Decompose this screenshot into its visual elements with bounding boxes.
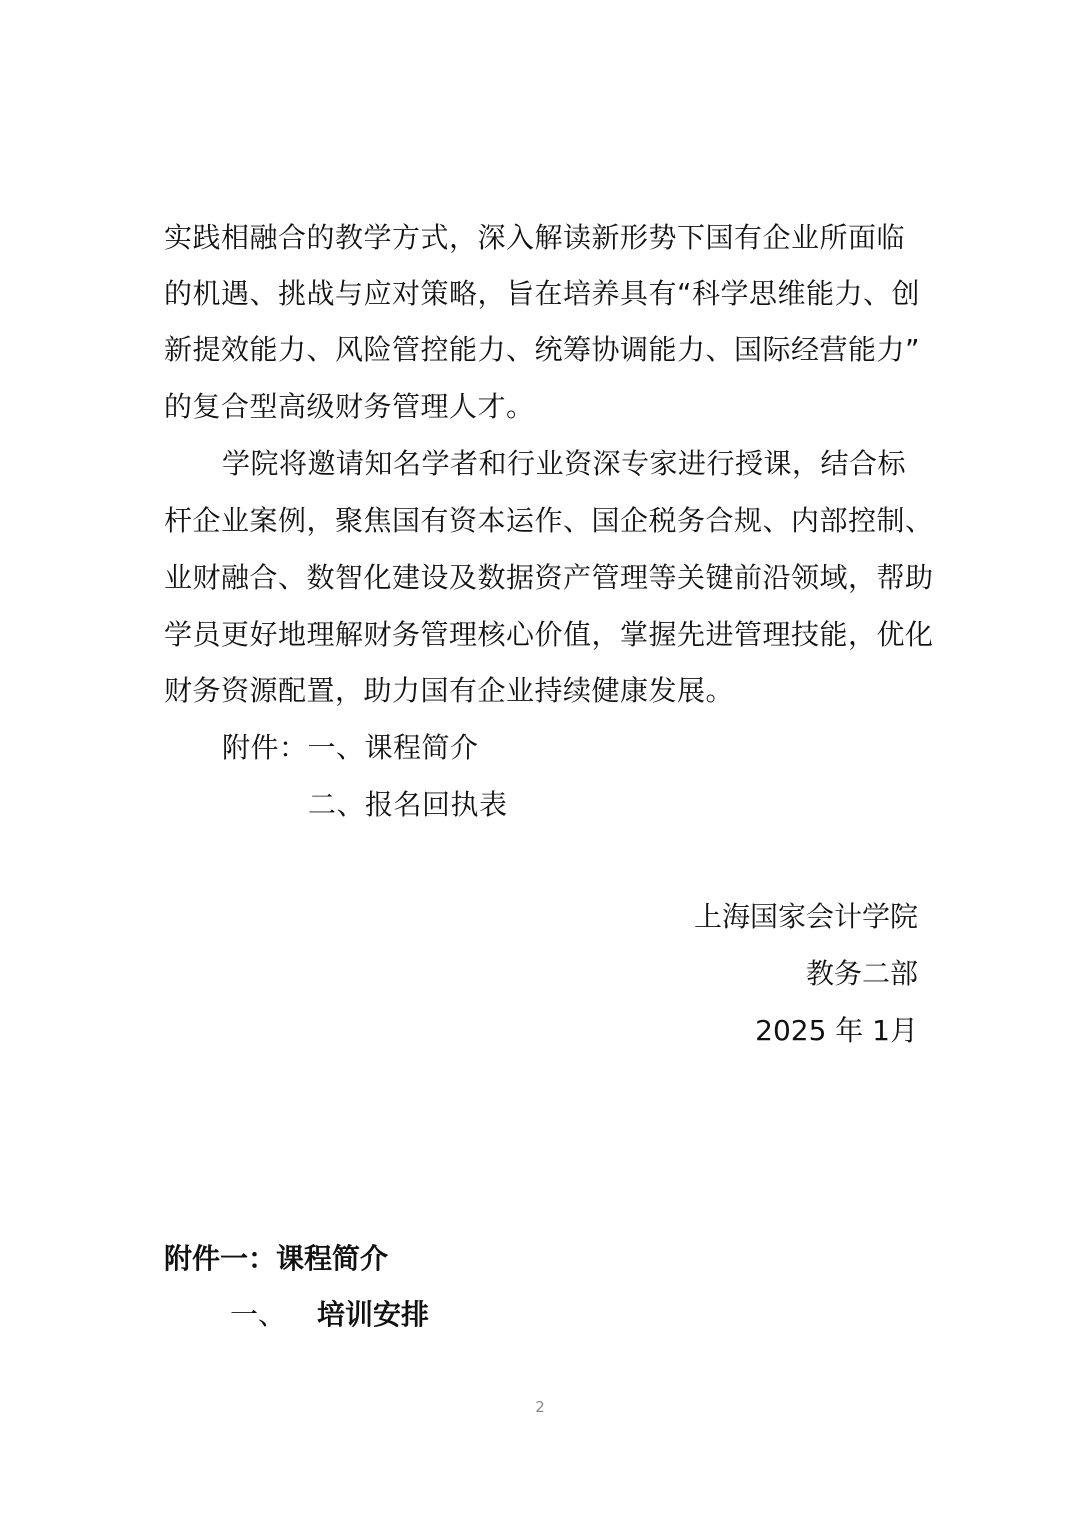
section-title: 培训安排 [317,1298,430,1331]
text-line: 实践相融合的教学方式，深入解读新形势下国有企业所面临 [164,221,906,254]
text-line: 学院将邀请知名学者和行业资深专家进行授课，结合标 [222,447,907,480]
appendix-title: 附件一：课程简介 [164,1242,389,1275]
signature-dept: 教务二部 [805,957,918,990]
section-number: 一、 [230,1298,287,1331]
attachment-item-2: 二、报名回执表 [308,788,508,821]
attachment-label: 附件： [222,731,308,764]
text-line: 财务资源配置，助力国有企业持续健康发展。 [164,674,735,707]
text-line: 的机遇、挑战与应对策略，旨在培养具有“科学思维能力、创 [164,277,921,310]
text-line: 杆企业案例，聚焦国有资本运作、国企税务合规、内部控制、 [164,504,934,537]
signature-org: 上海国家会计学院 [693,900,918,933]
text-line: 的复合型高级财务管理人才。 [164,390,535,423]
signature-date: 2025 年 1月 [755,1014,918,1047]
text-line: 新提效能力、风险管控能力、统筹协调能力、国际经营能力” [164,333,921,366]
text-line: 学员更好地理解财务管理核心价值，掌握先进管理技能，优化 [164,618,934,651]
text-line: 业财融合、数智化建设及数据资产管理等关键前沿领域，帮助 [164,561,934,594]
page-number: 2 [535,1398,545,1416]
attachment-item-1 [222,719,479,776]
attachment-course-intro: 一、课程简介 [307,731,479,764]
